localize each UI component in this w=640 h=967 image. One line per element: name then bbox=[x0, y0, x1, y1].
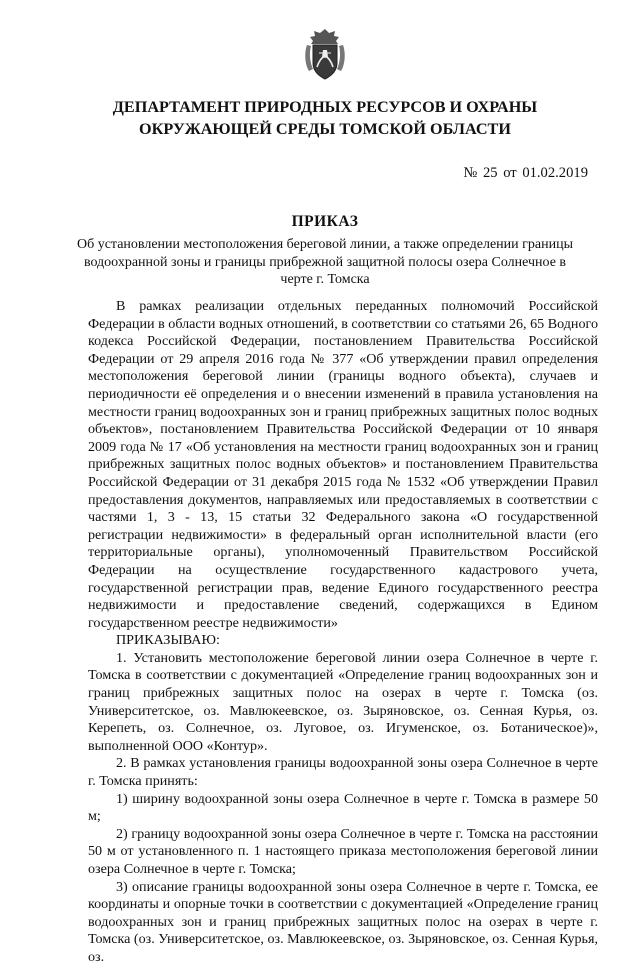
item-2-1: 1) ширину водоохранной зоны озера Солнечное в черте г. Томска в размере 50 м; bbox=[88, 790, 598, 825]
order-subject: Об установлении местоположения береговой линии, а также определении границы водоохранной зоны и границы прибрежной защитной полосы озера Солнечное в черте г. Томска bbox=[76, 237, 573, 288]
item-2-3: 3) описание границы водоохранной зоны озера Солнечное в черте г. Томска, ее координаты и опорные точки в соответствии с документацией «Определение границ водоохранных зон и границ прибрежных защитных полос на озерах в черте г. Томска (оз. Университетское, оз. Мавлюкеевское, оз. Зыряновское, оз. Сенная Курья, оз. bbox=[88, 878, 598, 965]
department-name bbox=[60, 96, 590, 140]
tomsk-coat-of-arms-icon bbox=[303, 27, 347, 83]
order-word: ПРИКАЗЫВАЮ: bbox=[116, 632, 220, 649]
item-2-2: 2) границу водоохранной зоны озера Солнечное в черте г. Томска на расстоянии 50 м от установленного п. 1 настоящего приказа местоположения береговой линии озера Солнечное в черте г. Томска; bbox=[88, 825, 598, 877]
order-number-date: № 25 от 01.02.2019 bbox=[463, 165, 588, 181]
document-type-title: ПРИКАЗ bbox=[291, 213, 359, 230]
item-1: 1. Установить местоположение береговой линии озера Солнечное в черте г. Томска в соответствии с документацией «Определение границ водоохранных зон и границ прибрежных защитных полос на озерах в черте г. Томска (оз. Университетское, оз. Мавлюкеевское, оз. Зыряновское, оз. Сенная Курья, оз. Керепеть, оз. Солнечное, оз. Луговое, оз. Игуменское, оз. Ботаническое)», выполненной ООО «Контур». bbox=[88, 649, 598, 754]
department-line-2: ОКРУЖАЮЩЕЙ СРЕДЫ ТОМСКОЙ ОБЛАСТИ bbox=[139, 120, 511, 138]
department-line-1: ДЕПАРТАМЕНТ ПРИРОДНЫХ РЕСУРСОВ И ОХРАНЫ bbox=[112, 98, 538, 116]
order-body bbox=[88, 298, 598, 967]
preamble-paragraph: В рамках реализации отдельных переданных полномочий Российской Федерации в области водных отношений, в соответствии со статьями 26, 65 Водного кодекса Российской Федерации, постановлением Правительства Российской Федерации от 29 апреля 2016 года № 377 «Об утверждении правил определения местоположения береговой линии (границы водного объекта), случаев и периодичности её определения и о внесении изменений в правила установления на местности границ водоохранных зон и границ прибрежных защитных полос водных объектов», постановлением Правительства Российской Федерации от 10 января 2009 года № 17 «Об установления на местности границ водоохранных зон и границ прибрежных защитных полос водных объектов» и постановлением Правительства Российской Федерации от 31 декабря 2015 года № 1532 «Об утверждении Правил предоставления документов, направляемых или предоставляемых в соответствии с частями 1, 3 - 13, 15 статьи 32 Федерального закона «О государственной регистрации недвижимости» в федеральный орган исполнительной власти (его территориальные органы), уполномоченный Правительством Российской Федерации на осуществление государственного кадастрового учета, государственной регистрации прав, ведение Единого государственного реестра недвижимости и предоставление сведений, содержащихся в Едином государственном реестре недвижимости» bbox=[88, 298, 598, 631]
item-2: 2. В рамках установления границы водоохранной зоны озера Солнечное в черте г. Томска принять: bbox=[88, 755, 598, 790]
